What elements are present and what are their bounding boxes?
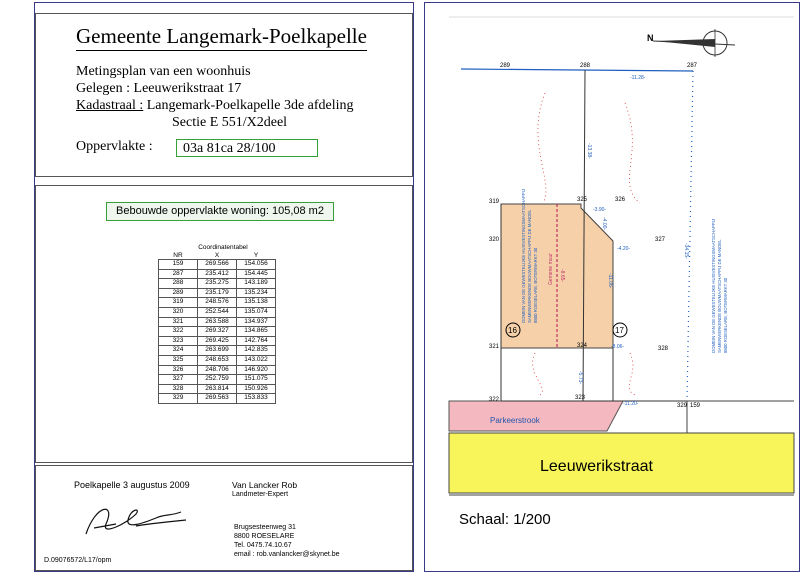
hatch-arc [533, 353, 543, 395]
table-row [159, 288, 276, 298]
point-number-cell: 329 [159, 394, 198, 404]
point-329: 329 [677, 403, 688, 409]
area-label: Oppervlakte : [76, 139, 153, 154]
table-row [159, 269, 276, 279]
table-row [159, 394, 276, 404]
x-coordinate-cell: 248.576 [198, 298, 237, 308]
hatch-arc [629, 353, 635, 395]
domain-left-line1: DOMEIN VAN DE GEWESTELIJKE HUISVESTINGSMAATSCHAPPIJ [521, 188, 526, 323]
y-coordinate-cell: 143.189 [237, 279, 276, 289]
y-coordinate-cell: 142.764 [237, 336, 276, 346]
point-159: 159 [690, 403, 701, 409]
plan-sheet [424, 2, 800, 572]
point-number-cell: 289 [159, 288, 198, 298]
point-288: 288 [580, 63, 591, 69]
y-coordinate-cell: 135.234 [237, 288, 276, 298]
dim-bottom: -8.06- [611, 344, 625, 350]
table-row [159, 317, 276, 327]
dim-right: -11.06- [607, 273, 613, 289]
street-label: Leeuwerikstraat [540, 458, 653, 475]
col-header-nr: NR [173, 251, 183, 259]
signature-image [76, 494, 196, 544]
y-coordinate-cell: 150.926 [237, 384, 276, 394]
point-289: 289 [500, 63, 511, 69]
point-number-cell: 328 [159, 384, 198, 394]
domain-right-line3: 8800 ROESELARE, BOTERMARKT 30 [723, 277, 728, 353]
surveyor-name: Van Lancker Rob [232, 480, 298, 490]
y-coordinate-cell: 153.833 [237, 394, 276, 404]
point-324: 324 [577, 343, 588, 349]
surveyor-street: Brugsesteenweg 31 [234, 524, 296, 531]
point-287: 287 [687, 63, 698, 69]
dim-mid: -13.38- [586, 143, 592, 159]
x-coordinate-cell: 269.425 [198, 336, 237, 346]
point-number-cell: 327 [159, 375, 198, 385]
dim-inner: -4.00- [601, 217, 607, 231]
x-coordinate-cell: 269.563 [198, 394, 237, 404]
x-coordinate-cell: 248.653 [198, 355, 237, 365]
legend-sheet [34, 2, 414, 572]
table-row [159, 260, 276, 270]
north-arrow-icon [653, 29, 735, 57]
table-row [159, 298, 276, 308]
place-date: Poelkapelle 3 augustus 2009 [74, 480, 190, 490]
parking-label: Parkeerstrook [490, 416, 540, 425]
x-coordinate-cell: 263.588 [198, 317, 237, 327]
file-reference: D.09076572/L17/opm [44, 557, 112, 564]
dim-wall: -8.65- [559, 269, 565, 283]
dim-front: -5.73- [577, 371, 583, 385]
table-row [159, 355, 276, 365]
area-value: 03a 81ca 28/100 [176, 139, 318, 157]
dim-diagonal: -4.20- [617, 246, 631, 252]
y-coordinate-cell: 134.937 [237, 317, 276, 327]
x-coordinate-cell: 252.544 [198, 307, 237, 317]
y-coordinate-cell: 143.022 [237, 355, 276, 365]
surveyor-title: Landmeter-Expert [232, 491, 289, 498]
x-coordinate-cell: 248.706 [198, 365, 237, 375]
cadastre-label: Kadastraal : [76, 98, 144, 113]
hatch-arc [538, 93, 546, 203]
y-coordinate-cell: 151.075 [237, 375, 276, 385]
surveyor-city: 8800 ROESELARE [234, 533, 295, 540]
plan-type: Metingsplan van een woonhuis [76, 64, 251, 79]
point-number-cell: 288 [159, 279, 198, 289]
municipality-title: Gemeente Langemark-Poelkapelle [76, 24, 367, 51]
scale-label: Schaal: 1/200 [459, 511, 551, 528]
point-number-cell: 159 [159, 260, 198, 270]
x-coordinate-cell: 235.275 [198, 279, 237, 289]
x-coordinate-cell: 269.327 [198, 327, 237, 337]
x-coordinate-cell: 263.814 [198, 384, 237, 394]
dim-frontage: -11.20- [623, 401, 639, 407]
coordinate-table [158, 251, 276, 404]
x-coordinate-cell: 252.759 [198, 375, 237, 385]
hatch-arc [625, 103, 640, 203]
point-number-cell: 326 [159, 365, 198, 375]
col-header-x: X [214, 251, 220, 259]
y-coordinate-cell: 135.074 [237, 307, 276, 317]
x-coordinate-cell: 263.699 [198, 346, 237, 356]
point-number-cell: 322 [159, 327, 198, 337]
domain-left-line2: SAMENWERKENDE BOUWMAATSCHAPPIJ DE MANDEL [527, 209, 532, 323]
surveyor-email: email : rob.vanlancker@skynet.be [234, 551, 340, 558]
table-row [159, 327, 276, 337]
surveyor-phone: Tel. 0475.74.10.67 [234, 542, 292, 549]
cadastre-line [76, 98, 354, 114]
coord-table-caption: Coordinatentabel [198, 244, 248, 251]
location-value: Leeuwerikstraat 17 [133, 81, 242, 96]
y-coordinate-cell: 142.835 [237, 346, 276, 356]
domain-right-text [711, 219, 728, 353]
coordinate-panel [35, 185, 413, 463]
location-label: Gelegen : [76, 81, 131, 96]
table-row [159, 346, 276, 356]
footer-block [35, 465, 413, 571]
point-326: 326 [615, 197, 626, 203]
title-block [35, 13, 413, 177]
table-row [159, 307, 276, 317]
table-row [159, 336, 276, 346]
y-coordinate-cell: 154.056 [237, 260, 276, 270]
lot-number-16: 16 [508, 326, 517, 335]
point-320: 320 [489, 237, 500, 243]
section-value: Sectie E 551/X2deel [172, 115, 288, 130]
location-line [76, 81, 241, 97]
right-boundary [687, 71, 693, 401]
domain-right-line2: SAMENWERKENDE BOUWMAATSCHAPPIJ DE MANDEL [717, 239, 722, 353]
north-label: N [647, 33, 654, 43]
domain-left-line3: 8800 ROESELARE, BOTERMARKT 30 [533, 247, 538, 323]
y-coordinate-cell: 135.138 [237, 298, 276, 308]
col-header-y: Y [253, 251, 259, 259]
point-319: 319 [489, 199, 500, 205]
point-325: 325 [577, 197, 588, 203]
site-plan [425, 3, 799, 571]
y-coordinate-cell: 146.920 [237, 365, 276, 375]
point-322: 322 [489, 397, 500, 403]
dim-top: -3.90- [593, 207, 607, 213]
party-wall-label: Gemene muur [548, 253, 554, 285]
table-row [159, 365, 276, 375]
dim-side: -34.15- [683, 243, 689, 259]
point-number-cell: 323 [159, 336, 198, 346]
point-number-cell: 319 [159, 298, 198, 308]
built-area-badge: Bebouwde oppervlakte woning: 105,08 m2 [106, 202, 334, 221]
y-coordinate-cell: 154.445 [237, 269, 276, 279]
rear-boundary [461, 69, 693, 71]
x-coordinate-cell: 235.412 [198, 269, 237, 279]
table-row [159, 279, 276, 289]
point-number-cell: 321 [159, 317, 198, 327]
x-coordinate-cell: 269.566 [198, 260, 237, 270]
point-number-cell: 324 [159, 346, 198, 356]
point-323: 323 [575, 395, 586, 401]
point-number-cell: 287 [159, 269, 198, 279]
dim-rear: -11.28- [630, 75, 646, 81]
point-number-cell: 320 [159, 307, 198, 317]
point-321: 321 [489, 344, 500, 350]
table-row [159, 375, 276, 385]
table-row [159, 384, 276, 394]
cadastre-value: Langemark-Poelkapelle 3de afdeling [146, 98, 354, 113]
lot-number-17: 17 [615, 326, 624, 335]
x-coordinate-cell: 235.179 [198, 288, 237, 298]
point-328: 328 [658, 346, 669, 352]
domain-right-line1: DOMEIN VAN DE GEWESTELIJKE HUISVESTINGSMAATSCHAPPIJ [711, 218, 716, 353]
point-number-cell: 325 [159, 355, 198, 365]
point-327: 327 [655, 237, 666, 243]
y-coordinate-cell: 134.865 [237, 327, 276, 337]
